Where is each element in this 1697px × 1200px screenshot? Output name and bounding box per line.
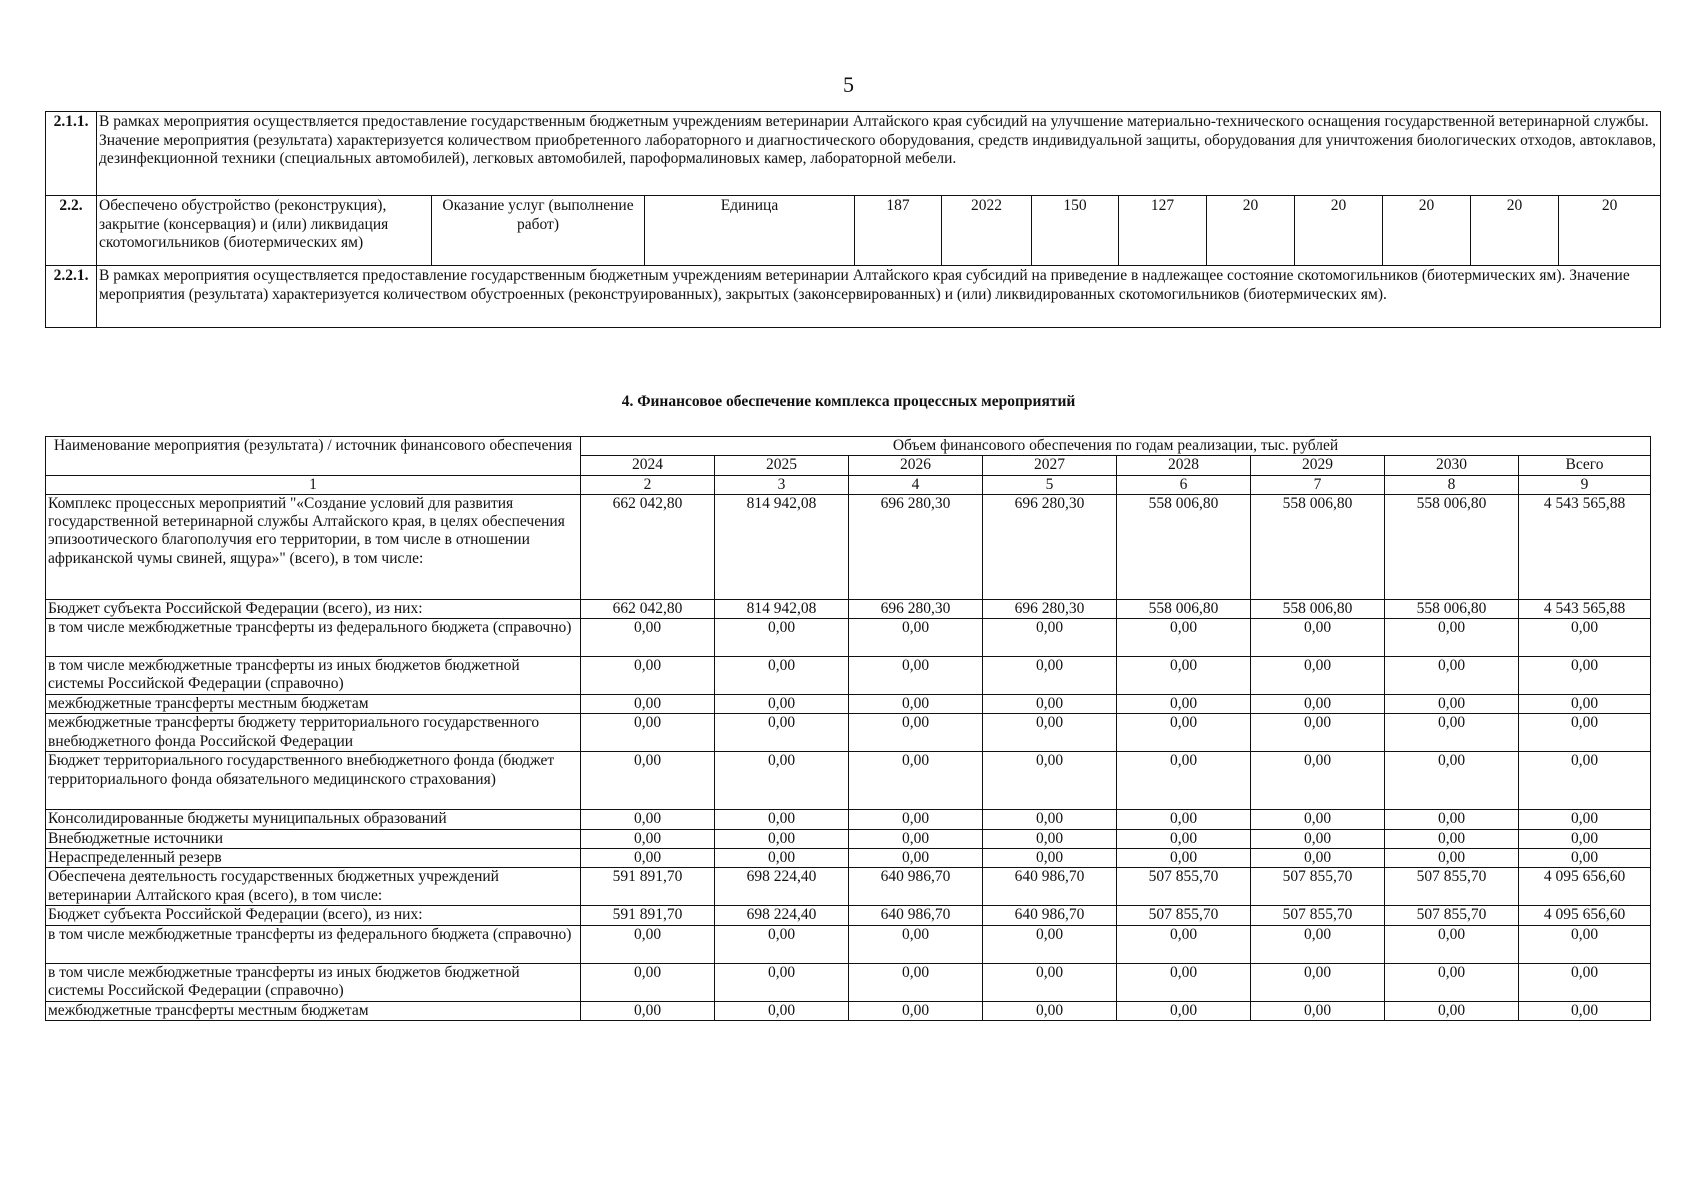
table-row [46,848,1651,867]
funding-value: 591 891,70 [581,906,715,925]
table-row [46,868,1651,906]
activity-type: Оказание услуг (выполнение работ) [432,196,645,266]
funding-value: 698 224,40 [715,868,849,906]
funding-value: 558 006,80 [1117,494,1251,599]
funding-value: 0,00 [715,810,849,829]
funding-source-name: Комплекс процессных мероприятий "«Создание условий для развития государственной ветеринарной службы Алтайского края, в целях обеспечения эпизоотического благополучия его территории, в том числе в отношении африканской чумы свиней, ящура»" (всего), в том числе: [46,494,581,599]
activity-description: В рамках мероприятия осуществляется предоставление государственным бюджетным учреждениям ветеринарии Алтайского края субсидий на приведение в надлежащее состояние скотомогильников (биотермических ям). Значение мероприятия (результата) характеризуется количеством обустроенных (реконструированных), закрытых (законсервированных) и (или) ликвидированных скотомогильников (биотермических ям). [97,266,1661,328]
funding-value: 0,00 [1251,695,1385,714]
funding-source-name: межбюджетные трансферты местным бюджетам [46,1001,581,1020]
funding-value: 558 006,80 [1251,599,1385,618]
activity-value: 20 [1471,196,1559,266]
activity-value: 150 [1032,196,1119,266]
funding-value: 0,00 [715,714,849,752]
funding-value: 0,00 [1251,848,1385,867]
funding-value: 507 855,70 [1251,868,1385,906]
funding-source-name: в том числе межбюджетные трансферты из иных бюджетов бюджетной системы Российской Федерации (справочно) [46,657,581,695]
year-header: 2027 [983,456,1117,475]
activity-value: 20 [1559,196,1661,266]
table-row [46,1001,1651,1020]
funding-value: 0,00 [1251,714,1385,752]
funding-value: 0,00 [715,657,849,695]
table-row [46,829,1651,848]
funding-value: 0,00 [715,925,849,963]
funding-value: 0,00 [983,619,1117,657]
year-header: 2026 [849,456,983,475]
funding-value: 0,00 [715,619,849,657]
funding-value: 507 855,70 [1117,868,1251,906]
funding-value: 0,00 [1519,963,1651,1001]
funding-value: 558 006,80 [1385,599,1519,618]
funding-value: 0,00 [581,963,715,1001]
funding-value: 0,00 [1385,619,1519,657]
funding-source-name: межбюджетные трансферты местным бюджетам [46,695,581,714]
funding-value: 0,00 [849,752,983,810]
funding-value: 0,00 [1117,1001,1251,1020]
table-row [46,266,1661,328]
funding-source-name: в том числе межбюджетные трансферты из федерального бюджета (справочно) [46,925,581,963]
row-number: 2.1.1. [46,112,97,196]
funding-value: 0,00 [1385,695,1519,714]
funding-value: 0,00 [1251,829,1385,848]
column-number: 1 [46,475,581,494]
funding-value: 4 095 656,60 [1519,906,1651,925]
year-header: 2025 [715,456,849,475]
funding-value: 0,00 [1117,848,1251,867]
funding-value: 0,00 [1251,963,1385,1001]
funding-source-name: в том числе межбюджетные трансферты из иных бюджетов бюджетной системы Российской Федерации (справочно) [46,963,581,1001]
funding-value: 0,00 [983,714,1117,752]
table-row [46,906,1651,925]
funding-value: 0,00 [1251,810,1385,829]
column-number: 6 [1117,475,1251,494]
row-number: 2.2. [46,196,97,266]
funding-value: 0,00 [581,925,715,963]
funding-value: 0,00 [1519,1001,1651,1020]
funding-value: 662 042,80 [581,599,715,618]
funding-value: 507 855,70 [1385,868,1519,906]
funding-value: 4 543 565,88 [1519,599,1651,618]
funding-value: 0,00 [1117,695,1251,714]
funding-value: 0,00 [983,963,1117,1001]
table-row [46,494,1651,599]
table-row [46,619,1651,657]
table-row [46,963,1651,1001]
funding-value: 4 543 565,88 [1519,494,1651,599]
funding-value: 0,00 [1117,619,1251,657]
funding-value: 0,00 [1117,657,1251,695]
funding-value: 0,00 [1519,695,1651,714]
funding-value: 0,00 [581,1001,715,1020]
funding-source-name: Нераспределенный резерв [46,848,581,867]
funding-value: 698 224,40 [715,906,849,925]
funding-value: 0,00 [849,963,983,1001]
funding-value: 0,00 [1385,657,1519,695]
funding-value: 0,00 [983,752,1117,810]
funding-value: 0,00 [1385,963,1519,1001]
funding-value: 0,00 [983,695,1117,714]
funding-value: 0,00 [1117,752,1251,810]
funding-value: 0,00 [1519,925,1651,963]
funding-value: 0,00 [983,829,1117,848]
funding-value: 0,00 [849,848,983,867]
funding-value: 0,00 [1385,925,1519,963]
funding-value: 814 942,08 [715,494,849,599]
funding-value: 0,00 [849,714,983,752]
name-column-header: Наименование мероприятия (результата) / источник финансового обеспечения [46,437,581,476]
table-row [46,196,1661,266]
table-row [46,695,1651,714]
funding-value: 0,00 [581,829,715,848]
funding-value: 0,00 [1251,752,1385,810]
funding-value: 0,00 [849,1001,983,1020]
finance-table [45,436,1651,1021]
column-number: 8 [1385,475,1519,494]
funding-value: 4 095 656,60 [1519,868,1651,906]
column-number: 2 [581,475,715,494]
table-row [46,752,1651,810]
activities-table [45,111,1661,328]
column-number: 9 [1519,475,1651,494]
header-row [46,437,1651,456]
column-number: 3 [715,475,849,494]
funding-value: 0,00 [1117,714,1251,752]
funding-value: 0,00 [1251,619,1385,657]
funding-value: 558 006,80 [1117,599,1251,618]
funding-value: 696 280,30 [849,494,983,599]
funding-value: 814 942,08 [715,599,849,618]
funding-value: 0,00 [1251,657,1385,695]
year-header: 2029 [1251,456,1385,475]
funding-value: 696 280,30 [983,599,1117,618]
column-number: 4 [849,475,983,494]
funding-source-name: Консолидированные бюджеты муниципальных образований [46,810,581,829]
funding-value: 0,00 [1385,810,1519,829]
funding-value: 0,00 [849,829,983,848]
funding-value: 0,00 [715,752,849,810]
funding-value: 0,00 [581,657,715,695]
year-header: 2030 [1385,456,1519,475]
funding-value: 0,00 [849,810,983,829]
funding-value: 0,00 [1385,848,1519,867]
table-row [46,925,1651,963]
funding-value: 0,00 [715,1001,849,1020]
funding-value: 0,00 [1385,1001,1519,1020]
funding-value: 0,00 [581,714,715,752]
funding-value: 0,00 [983,925,1117,963]
funding-value: 507 855,70 [1251,906,1385,925]
funding-value: 0,00 [1251,1001,1385,1020]
funding-value: 696 280,30 [983,494,1117,599]
funding-value: 0,00 [581,810,715,829]
funding-value: 0,00 [1251,925,1385,963]
funding-value: 0,00 [1519,714,1651,752]
funding-source-name: Внебюджетные источники [46,829,581,848]
funding-value: 0,00 [1385,829,1519,848]
funding-value: 0,00 [1519,848,1651,867]
funding-value: 0,00 [849,695,983,714]
section-title: 4. Финансовое обеспечение комплекса процессных мероприятий [621,393,1076,410]
funding-source-name: Обеспечена деятельность государственных бюджетных учреждений ветеринарии Алтайского края (всего), в том числе: [46,868,581,906]
year-header: 2028 [1117,456,1251,475]
activity-value: 20 [1383,196,1471,266]
activity-unit: Единица [645,196,855,266]
row-number: 2.2.1. [46,266,97,328]
page-number: 5 [843,72,854,97]
funding-value: 0,00 [1519,810,1651,829]
funding-source-name: межбюджетные трансферты бюджету территориального государственного внебюджетного фонда Российской Федерации [46,714,581,752]
funding-value: 0,00 [715,848,849,867]
funding-value: 0,00 [715,963,849,1001]
funding-value: 0,00 [715,695,849,714]
activity-value: 20 [1295,196,1383,266]
year-header: 2024 [581,456,715,475]
table-row [46,112,1661,196]
funding-value: 0,00 [1519,829,1651,848]
funding-value: 0,00 [581,695,715,714]
funding-value: 0,00 [1519,752,1651,810]
funding-value: 507 855,70 [1385,906,1519,925]
funding-value: 558 006,80 [1251,494,1385,599]
funding-value: 640 986,70 [983,868,1117,906]
activity-name: Обеспечено обустройство (реконструкция), закрытие (консервация) и (или) ликвидация скотомогильников (биотермических ям) [97,196,432,266]
funding-value: 0,00 [983,810,1117,829]
funding-value: 0,00 [581,752,715,810]
funding-value: 640 986,70 [849,868,983,906]
funding-value: 640 986,70 [983,906,1117,925]
funding-value: 558 006,80 [1385,494,1519,599]
funding-value: 0,00 [1117,810,1251,829]
activity-value: 127 [1119,196,1207,266]
funding-value: 0,00 [849,657,983,695]
funding-source-name: Бюджет субъекта Российской Федерации (всего), из них: [46,906,581,925]
funding-value: 0,00 [1117,925,1251,963]
funding-value: 0,00 [1385,752,1519,810]
funding-value: 0,00 [1519,619,1651,657]
activity-value: 20 [1207,196,1295,266]
funding-value: 0,00 [849,925,983,963]
funding-value: 591 891,70 [581,868,715,906]
funding-source-name: Бюджет субъекта Российской Федерации (всего), из них: [46,599,581,618]
activity-value: 2022 [942,196,1032,266]
funding-value: 0,00 [849,619,983,657]
column-number: 5 [983,475,1117,494]
funding-value: 0,00 [1385,714,1519,752]
column-numbers-row [46,475,1651,494]
table-row [46,810,1651,829]
funding-source-name: Бюджет территориального государственного внебюджетного фонда (бюджет территориального фонда обязательного медицинского страхования) [46,752,581,810]
table-row [46,714,1651,752]
funding-group-header: Объем финансового обеспечения по годам реализации, тыс. рублей [581,437,1651,456]
table-row [46,599,1651,618]
activity-description: В рамках мероприятия осуществляется предоставление государственным бюджетным учреждениям ветеринарии Алтайского края субсидий на улучшение материально-технического оснащения государственной ветеринарной службы. Значение мероприятия (результата) характеризуется количеством приобретенного лабораторного и диагностического оборудования, средств индивидуальной защиты, оборудования для уничтожения биологических отходов, автоклавов, дезинфекционной техники (специальных автомобилей), легковых автомобилей, пароформалиновых камер, лабораторной мебели. [97,112,1661,196]
funding-value: 662 042,80 [581,494,715,599]
funding-value: 0,00 [1519,657,1651,695]
table-row [46,657,1651,695]
funding-value: 640 986,70 [849,906,983,925]
funding-value: 0,00 [983,848,1117,867]
year-header: Всего [1519,456,1651,475]
funding-value: 0,00 [1117,963,1251,1001]
funding-value: 507 855,70 [1117,906,1251,925]
funding-value: 0,00 [581,848,715,867]
column-number: 7 [1251,475,1385,494]
funding-value: 696 280,30 [849,599,983,618]
funding-value: 0,00 [1117,829,1251,848]
funding-value: 0,00 [715,829,849,848]
activity-value: 187 [855,196,942,266]
funding-source-name: в том числе межбюджетные трансферты из федерального бюджета (справочно) [46,619,581,657]
funding-value: 0,00 [983,1001,1117,1020]
funding-value: 0,00 [581,619,715,657]
funding-value: 0,00 [983,657,1117,695]
